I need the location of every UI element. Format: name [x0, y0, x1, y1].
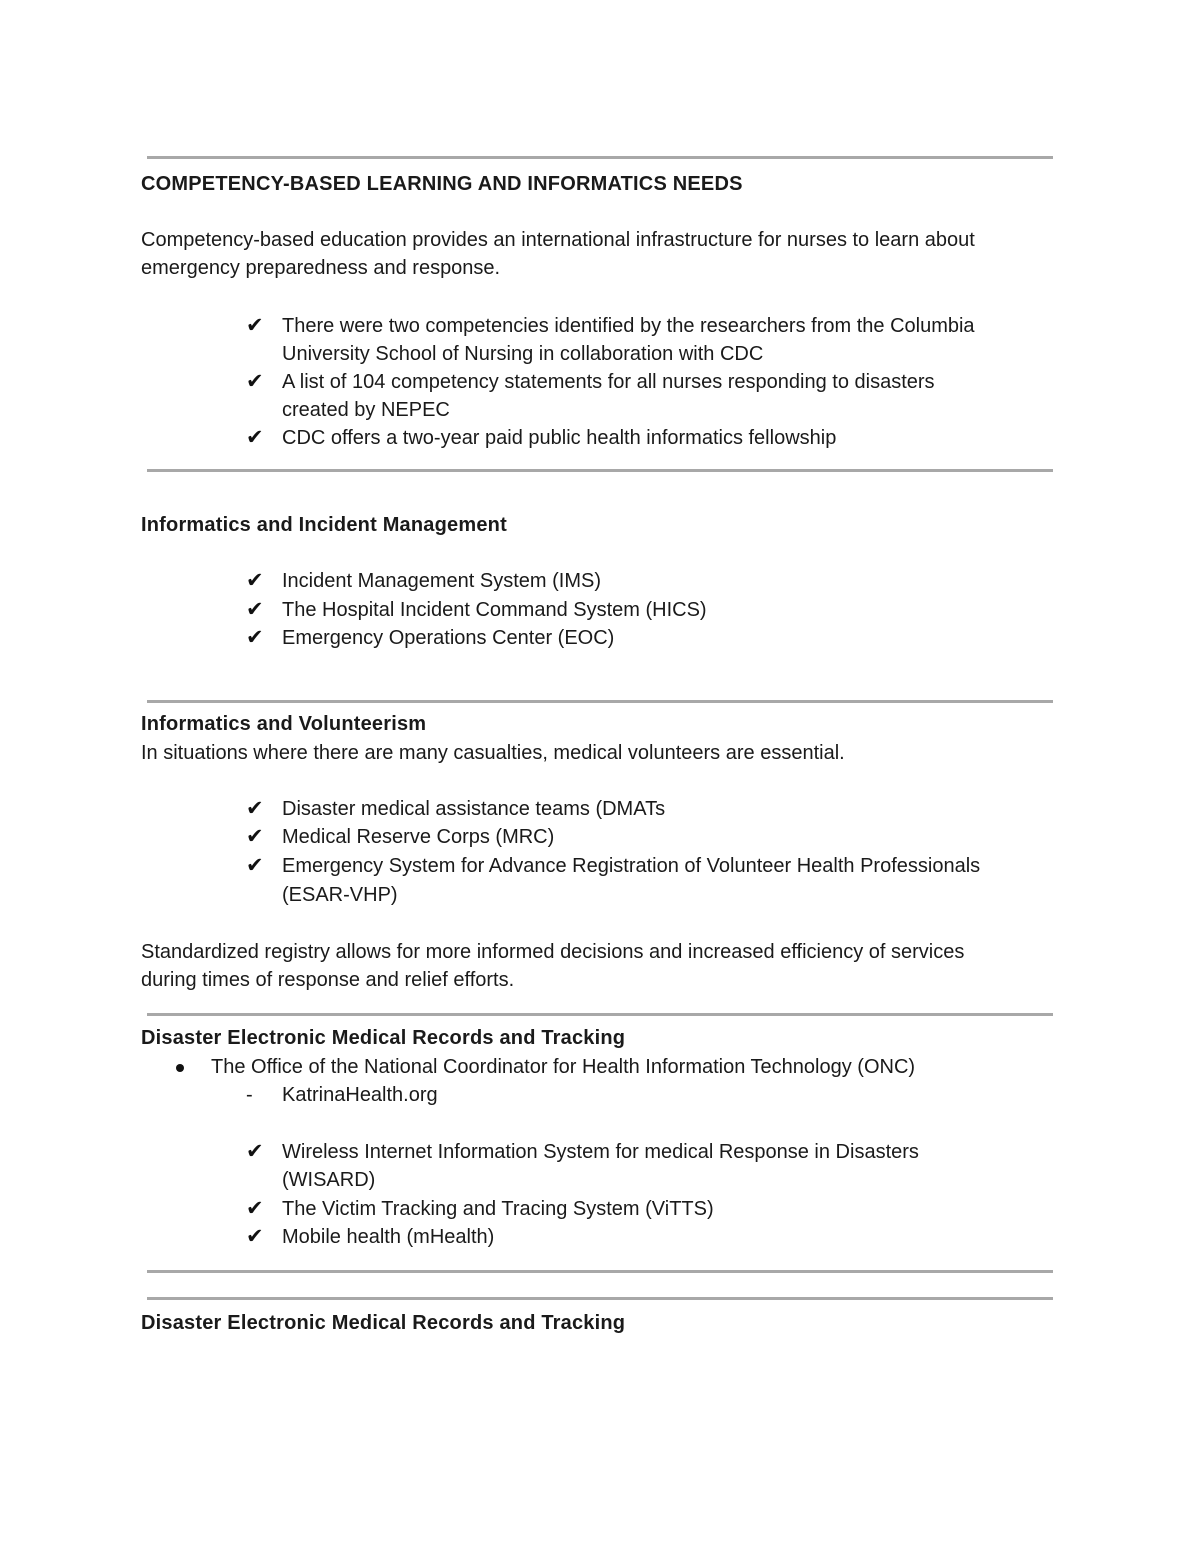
bullet-item: The Office of the National Coordinator for Health Information Technology (ONC)	[211, 1056, 916, 1078]
list-item-line: There were two competencies identified by the researchers from the Columbia	[282, 315, 975, 337]
check-icon: ✔	[246, 626, 264, 649]
section-heading: Disaster Electronic Medical Records and Tracking	[141, 1312, 626, 1334]
list-item-line: Incident Management System (IMS)	[282, 570, 602, 592]
list-item-line: University School of Nursing in collaboration with CDC	[282, 343, 764, 365]
divider	[147, 1297, 1053, 1300]
list-item-line: CDC offers a two-year paid public health informatics fellowship	[282, 427, 837, 449]
divider	[147, 1270, 1053, 1273]
list-item-line: A list of 104 competency statements for all nurses responding to disasters	[282, 371, 935, 393]
check-icon: ✔	[246, 797, 264, 820]
list-item-line: The Victim Tracking and Tracing System (ViTTS)	[282, 1198, 714, 1220]
check-icon: ✔	[246, 1140, 264, 1163]
bullet-icon	[176, 1064, 184, 1072]
check-icon: ✔	[246, 314, 264, 337]
intro-line: Competency-based education provides an international infrastructure for nurses to learn about	[141, 229, 975, 251]
outro-line: Standardized registry allows for more informed decisions and increased efficiency of services	[141, 941, 965, 963]
section-heading: COMPETENCY-BASED LEARNING AND INFORMATICS NEEDS	[141, 173, 743, 195]
check-icon: ✔	[246, 1197, 264, 1220]
check-icon: ✔	[246, 426, 264, 449]
section-heading: Informatics and Incident Management	[141, 514, 507, 536]
list-item-line: Disaster medical assistance teams (DMATs	[282, 798, 666, 820]
dash-icon: -	[246, 1084, 253, 1106]
divider	[147, 1013, 1053, 1016]
divider	[147, 700, 1053, 703]
list-item-line: The Hospital Incident Command System (HICS)	[282, 599, 707, 621]
list-item-line: Emergency System for Advance Registration of Volunteer Health Professionals	[282, 855, 981, 877]
check-icon: ✔	[246, 1225, 264, 1248]
list-item-line: Wireless Internet Information System for medical Response in Disasters	[282, 1141, 919, 1163]
section-heading: Informatics and Volunteerism	[141, 713, 427, 735]
intro-line: emergency preparedness and response.	[141, 257, 501, 279]
outro-line: during times of response and relief efforts.	[141, 969, 515, 991]
list-item-line: Emergency Operations Center (EOC)	[282, 627, 615, 649]
list-item-line: created by NEPEC	[282, 399, 450, 421]
list-item-line: (WISARD)	[282, 1169, 376, 1191]
list-item-line: Mobile health (mHealth)	[282, 1226, 495, 1248]
sub-item: KatrinaHealth.org	[282, 1084, 438, 1106]
check-icon: ✔	[246, 598, 264, 621]
check-icon: ✔	[246, 569, 264, 592]
list-item-line: (ESAR-VHP)	[282, 884, 398, 906]
check-icon: ✔	[246, 854, 264, 877]
check-icon: ✔	[246, 370, 264, 393]
intro-line: In situations where there are many casualties, medical volunteers are essential.	[141, 742, 845, 764]
section-heading: Disaster Electronic Medical Records and Tracking	[141, 1027, 626, 1049]
list-item-line: Medical Reserve Corps (MRC)	[282, 826, 555, 848]
check-icon: ✔	[246, 825, 264, 848]
divider	[147, 469, 1053, 472]
divider	[147, 156, 1053, 159]
